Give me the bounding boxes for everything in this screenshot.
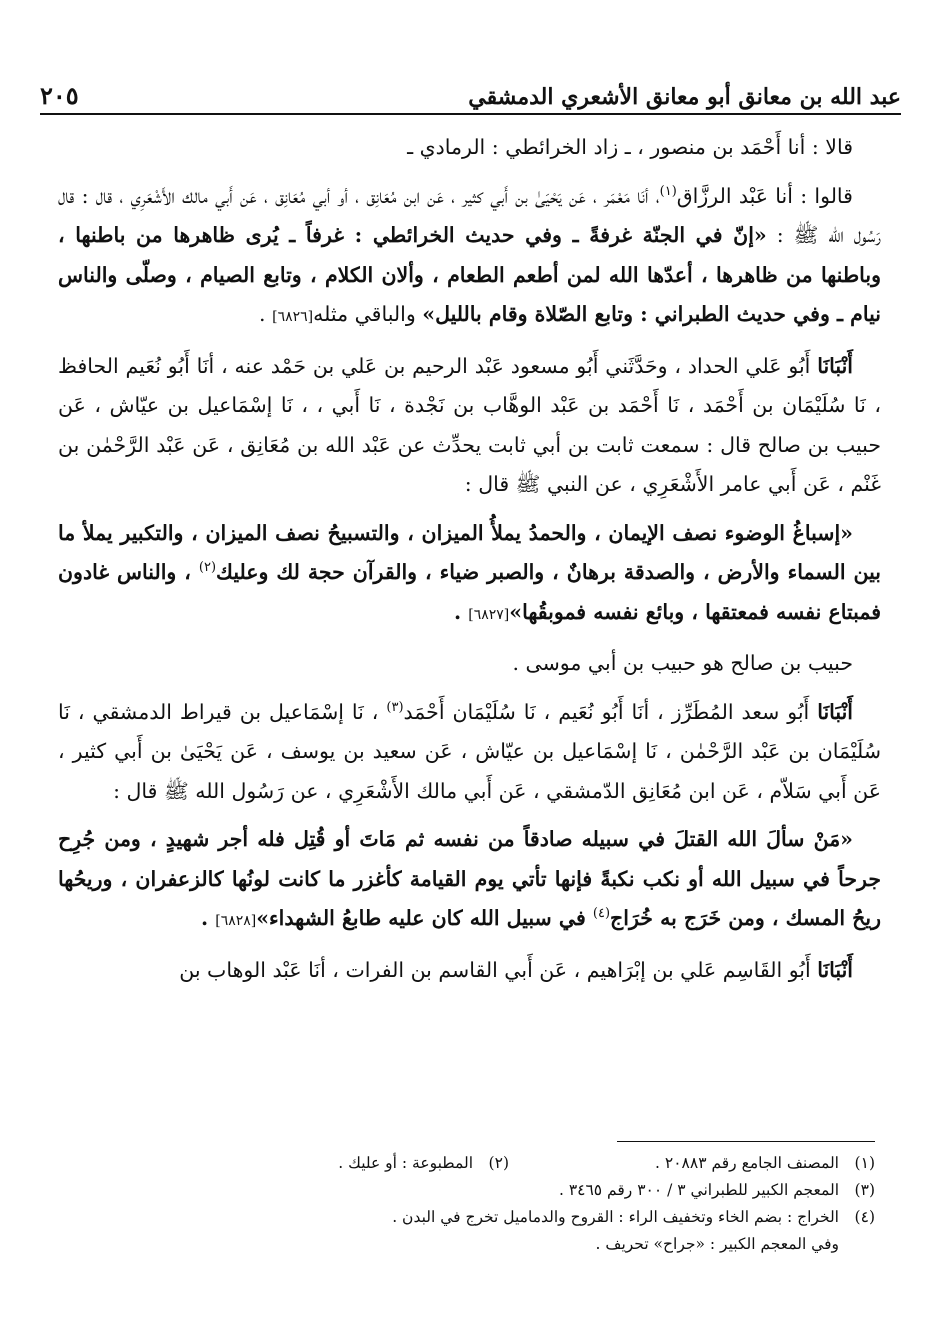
- isnad-lead: أَنْبَانَا: [817, 957, 853, 982]
- footnote-row-1-2: [58, 1150, 875, 1177]
- hadith-number: [٦٨٢٦]: [272, 309, 314, 325]
- footnote-marker-1: (١): [659, 183, 677, 199]
- footnote-number: (٤): [854, 1208, 875, 1226]
- header-title: عبد الله بن معانق أبو معانق الأشعري الدمشقي: [468, 84, 901, 110]
- isnad-lead: أَنْبَانَا: [817, 353, 853, 378]
- hadith-number: [٦٨٢٧]: [468, 606, 510, 623]
- footnote-marker-2: (٢): [198, 560, 217, 576]
- footnote-rule: [617, 1141, 875, 1142]
- footnote-number: (١): [854, 1154, 875, 1172]
- isnad-lead: أَنْبَانَا: [817, 699, 853, 724]
- hadith-number: [٦٨٢٨]: [215, 913, 257, 929]
- footnote-marker-3: (٣): [386, 699, 404, 715]
- footnote-row-4: [58, 1204, 875, 1231]
- footnote-text: الخراج : بضم الخاء وتخفيف الراء : القروح والدماميل تخرج في البدن .: [392, 1208, 839, 1226]
- footnote-text: المعجم الكبير للطبراني ٣ / ٣٠٠ رقم ٣٤٦٥ .: [558, 1181, 839, 1199]
- footnote-number: (٣): [854, 1181, 875, 1199]
- paragraph-4-hadith: «إسباغُ الوضوء نصف الإيمان ، والحمدُ يملأُ الميزان ، والتسبيحُ نصف الميزان ، والتكبير يملأ ما بين السماء والأرض ، والصدقة برهانٌ ، والصبر ضياء ، والقرآن حجة لك وعليك$^{(٢)}$ ، والناس غادون فمبتاع نفسه فمعتقها ، وبائع نفسه فموبقُها»[٦٨٢٧] .: [58, 520, 882, 624]
- footnote-text: المصنف الجامع رقم ٢٠٨٨٣ .: [655, 1154, 839, 1172]
- footnotes: [58, 1150, 875, 1258]
- main-text: [58, 128, 881, 999]
- footnote-number: (٢): [488, 1154, 509, 1172]
- paragraph-3: أَنْبَانَا أَبُو عَلي الحداد ، وحَدَّثَني أَبُو مسعود عَبْد الرحيم بن عَلي بن حَمْد عنه ، أنَا أَبُو نُعَيم الحافظ ، نَا سُلَيْمَان بن أَحْمَد ، نَا أَحْمَد بن عَبْد الوهَّاب بن نَجْدة ، نَا أَبي ، ، نَا إسْمَاعيل بن عيّاش ، عَن حبيب بن صالح قال : سمعت ثابت بن أبي ثابت يحدِّث عن عَبْد الله بن مُعَانِق ، عَن عَبْد الرَّحْمٰن بن غَنْم ، عَن أَبي عامر الأَشْعَرِي ، عن النبي ﷺ قال :: [58, 353, 881, 496]
- paragraph-5: حبيب بن صالح هو حبيب بن أبي موسى .: [512, 651, 853, 675]
- hadith-text: «إنّ في الجنّة غرفةً ـ وفي حديث الخرائطي : غرفاً ـ يُرى ظاهرها من باطنها ، وباطنها من ظاهرها ، أعدّها الله لمن أطعم الطعام ، وألان الكلام ، وتابع الصيام ، وصلّى والناس نيام ـ وفي حديث الطبراني : وتابع الصّلاة وقام بالليل»: [58, 223, 881, 326]
- paragraph-6: أَنْبَانَا أَبُو سعد المُطَرِّز ، أنَا أَبُو نُعَيم ، نَا سُلَيْمَان أَحْمَد$^{(٣)}$ ، نَا إسْمَاعيل بن قيراط الدمشقي ، نَا سُلَيْمَان بن عَبْد الرَّحْمٰن ، نَا إسْمَاعيل بن عيّاش ، عَن سعيد بن يوسف ، عَن يَحْيَىٰ بن أَبي كثير ، عَن أَبي سَلاّم ، عَن ابن مُعَانِق الدّمشقي ، عَن أَبي مالك الأَشْعَرِي ، عن رَسُول الله ﷺ قال :: [58, 699, 881, 803]
- footnote-marker-4: (٤): [592, 906, 611, 922]
- paragraph-7-hadith: «مَنْ سألَ الله القتلَ في سبيله صادقاً من نفسه ثم مَاتَ أو قُتِل فله أجر شهيدٍ ، ومن جُرِح جرحاً في سبيل الله أو نكب نكبةً فإنها تأتي يوم القيامة كأغزر ما كانت لونُها كالزعفران ، وريحُها ريحُ المسك ، ومن خَرَج به خُرَاج$^{(٤)}$ في سبيل الله كان عليه طابعُ الشهداء»[٦٨٢٨] .: [58, 827, 881, 930]
- paragraph-2: قالوا : أنا عَبْد الرزَّاق$^{(١)}$، أنَا مَعْمَر ، عَن يَحْيَىٰ بن أَبي كثير ، عَن ابن مُعَانِق ، أو أبي مُعَانِق ، عَن أَبي مالك الأَشْعَرِي ، قال : قال رَسُول الله ﷺ : «إنّ في الجنّة غرفةً ـ وفي حديث الخرائطي : غرفاً ـ يُرى ظاهرها من باطنها ، وباطنها من ظاهرها ، أعدّها الله لمن أطعم الطعام ، وألان الكلام ، وتابع الصيام ، وصلّى والناس نيام ـ وفي حديث الطبراني : وتابع الصّلاة وقام بالليل» والباقي مثله[٦٨٢٦] .: [58, 183, 881, 326]
- footnote-text: المطبوعة : أو عليك .: [338, 1154, 473, 1172]
- page-number: ٢٠٥: [40, 81, 79, 110]
- footnote-continuation: وفي المعجم الكبير : «جراح» تحريف .: [595, 1235, 839, 1253]
- running-header: [40, 66, 901, 110]
- header-rule: [40, 113, 901, 115]
- paragraph-8: أَنْبَانَا أَبُو القَاسِم عَلي بن إبْرَاهيم ، عَن أَبي القاسم بن الفرات ، أنَا عَبْد الوهاب بن: [179, 957, 853, 982]
- footnote-row-3: [58, 1177, 875, 1204]
- paragraph-1: قالا : أنا أَحْمَد بن منصور ، ـ زاد الخرائطي : الرمادي ـ: [407, 135, 853, 159]
